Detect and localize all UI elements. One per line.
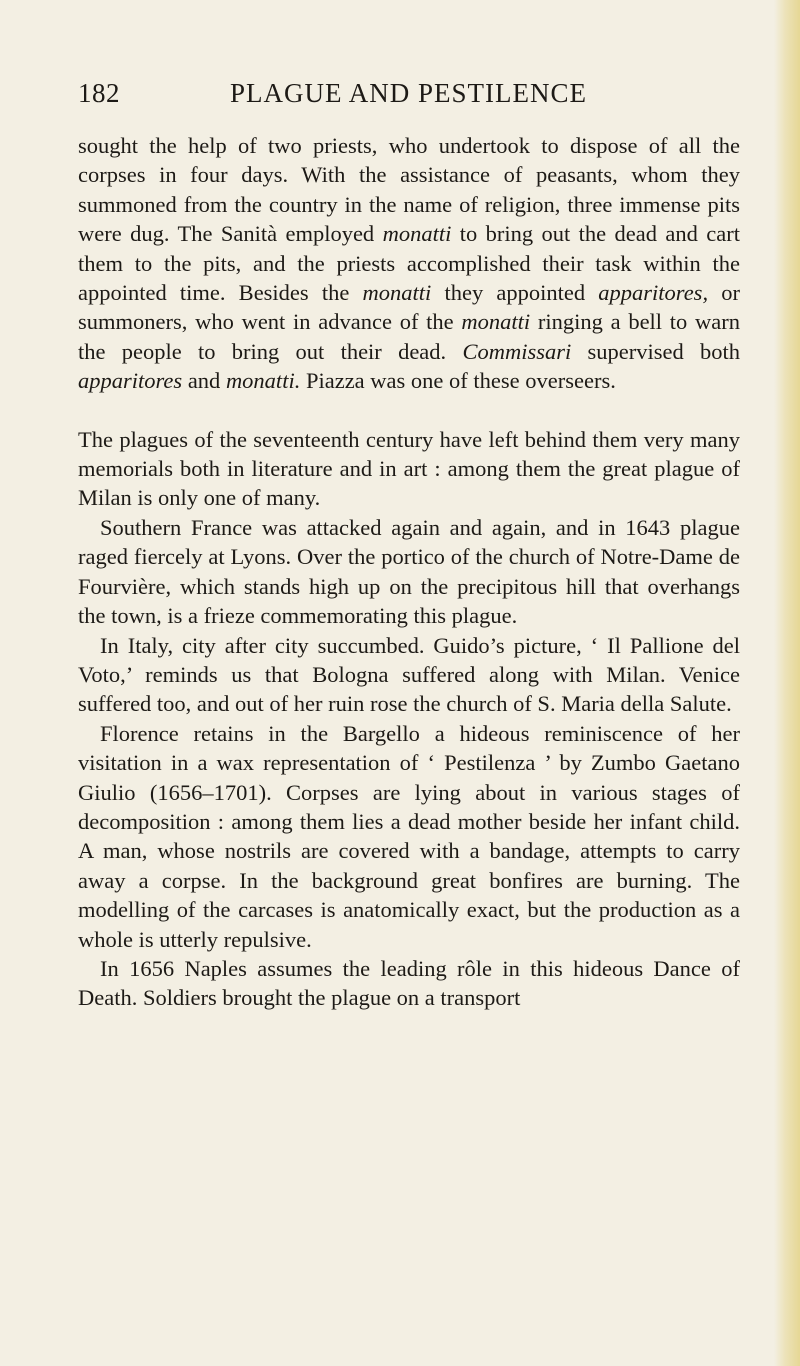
page-edge-tint [774,0,800,1366]
paragraph [78,631,740,719]
paragraph [78,954,740,1013]
text-run: The plagues of the seventeenth century have left behind them very many memorials both in literature and in art : among them the great plague of Milan is only one of many. [78,426,740,511]
paragraph [78,719,740,954]
text-run: Piazza was one of these overseers. [300,368,616,394]
text-run: supervised both [571,338,740,364]
text-run: they appointed [431,280,599,306]
running-head [78,78,740,109]
italic-term: monatti [461,309,531,335]
italic-term: Commissari [462,338,572,364]
italic-term: monatti [362,280,432,306]
italic-term: apparitores, [598,280,709,306]
text-run: to bring out the dead and cart them to the pits, and the priests accomplished their task within the appointed time. Besides the [78,221,740,306]
italic-term: monatti [382,221,452,247]
text-run: In Italy, city after city succumbed. Guido’s picture, ‘ Il Pallione del Voto,’ reminds us that Bologna suffered along with Milan. Venice suffered too, and out of her ruin rose the church of S. Maria della Salute. [78,632,740,717]
running-title: PLAGUE AND PESTILENCE [230,78,587,108]
paragraph [78,425,740,513]
text-run: In 1656 Naples assumes the leading rôle in this hideous Dance of Death. Soldiers brought the plague on a transport [78,955,740,1011]
text-run: or summoners, who went in advance of the [78,280,740,335]
paragraph [78,131,740,396]
text-run: sought the help of two priests, who undertook to dispose of all the corpses in four days. With the assistance of peasants, whom they summoned from the country in the name of religion, three immense pits were dug. The Sanità employed [78,133,740,247]
italic-term: monatti. [225,368,301,394]
text-run: Southern France was attacked again and again, and in 1643 plague raged fiercely at Lyons. Over the portico of the church of Notre-Dame de Fourvière, which stands high up on the precipitous hill that overhangs the town, is a frieze commemorating this plague. [78,514,740,629]
body-text [78,131,740,1013]
text-run: Florence retains in the Bargello a hideous reminiscence of her visitation in a wax representation of ‘ Pestilenza ’ by Zumbo Gaetano Giulio (1656–1701). Corpses are lying about in various stages of decomposition : among them lies a dead mother beside her infant child. A man, whose nostrils are covered with a bandage, attempts to carry away a corpse. In the background great bonfires are burning. The modelling of the carcases is anatomically exact, but the production as a whole is utterly repulsive. [78,720,740,952]
page-number: 182 [78,78,120,108]
paragraph [78,513,740,631]
text-run: and [182,368,226,394]
book-page [78,78,740,1013]
text-run: ringing a bell to warn the people to bring out their dead. [78,309,740,364]
italic-term: apparitores [78,368,183,394]
